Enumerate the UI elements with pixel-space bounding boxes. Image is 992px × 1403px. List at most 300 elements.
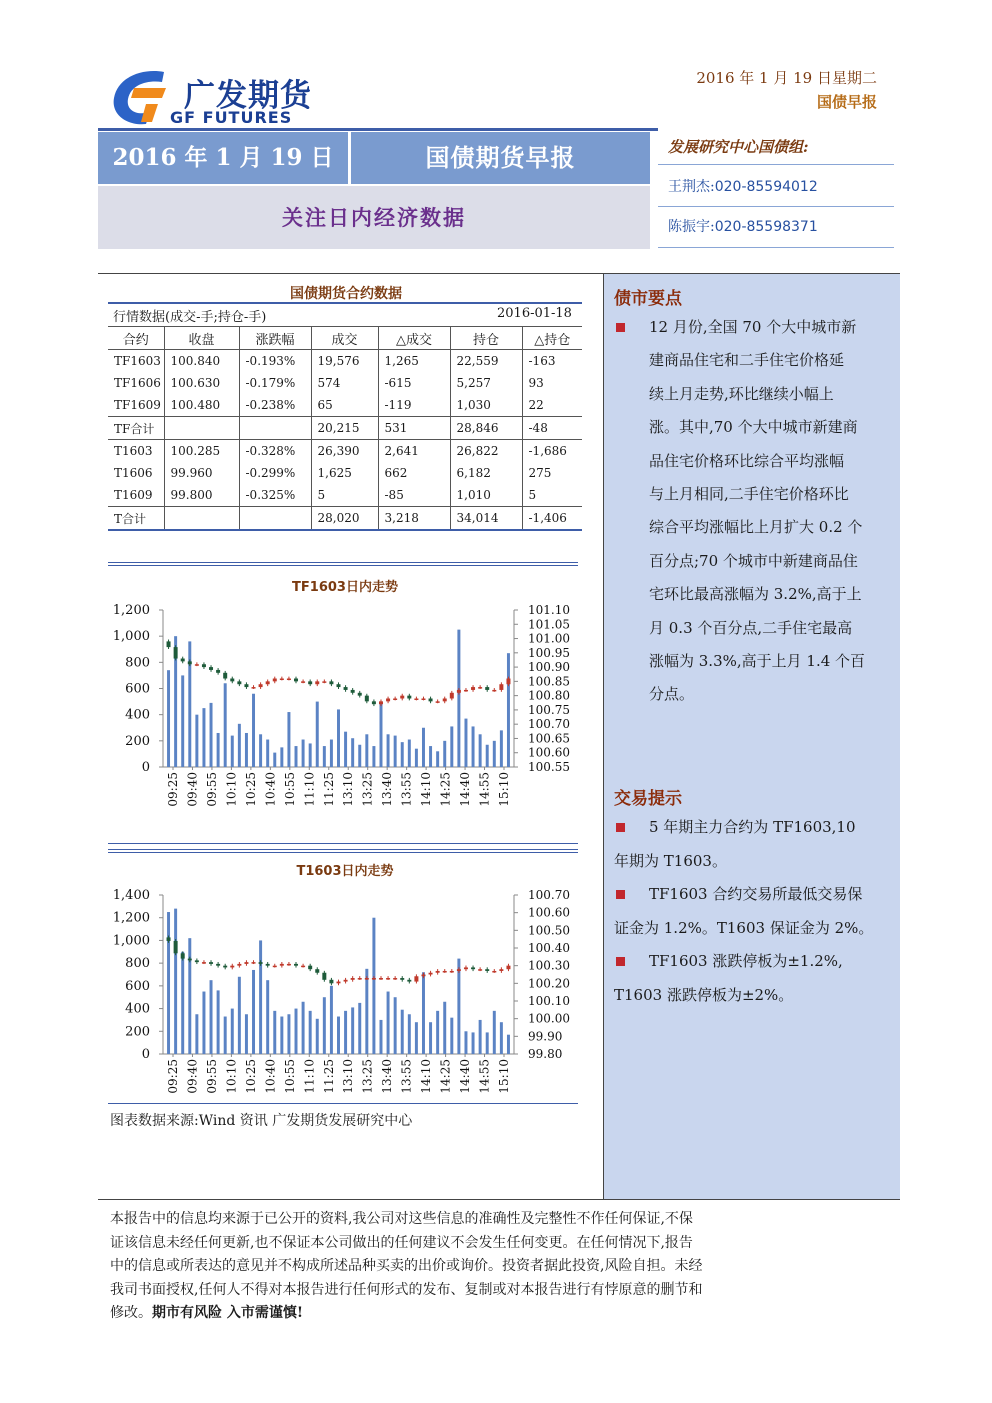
candle-body	[181, 953, 185, 958]
volume-bar	[479, 1020, 482, 1054]
candle-body	[202, 664, 206, 667]
table-cell: 1,030	[450, 394, 522, 417]
table-cell: T合计	[108, 507, 164, 531]
candle-body	[393, 978, 397, 980]
candle-body	[464, 690, 468, 692]
y-tick-label: 400	[125, 707, 150, 723]
disclaimer	[110, 1208, 890, 1326]
y-tick-label: 1,200	[112, 603, 150, 618]
section-title: 交易提示	[614, 789, 682, 809]
table-cell: 275	[522, 462, 582, 484]
volume-bar	[309, 1011, 312, 1054]
volume-bar	[436, 751, 439, 767]
volume-bar	[507, 1035, 510, 1054]
y-tick-label: 800	[125, 956, 150, 972]
candle-body	[188, 661, 192, 664]
trade-tip	[614, 912, 873, 945]
candle-body	[485, 969, 489, 971]
volume-bar	[344, 1011, 347, 1054]
candle-body	[195, 960, 199, 962]
candle-body	[414, 698, 418, 700]
table-cell: 574	[311, 372, 378, 394]
candle-body	[351, 690, 355, 693]
volume-bar	[167, 912, 170, 1054]
x-tick-label: 13:25	[360, 1059, 375, 1094]
volume-bar	[507, 653, 510, 767]
table-cell: 26,822	[450, 440, 522, 463]
chart-top-rule	[108, 852, 578, 853]
y2-tick-label: 100.00	[528, 1011, 570, 1026]
table-cell: -1,686	[522, 440, 582, 463]
candle-body	[301, 966, 305, 968]
table-cell: TF1603	[114, 354, 161, 368]
volume-bar	[316, 702, 319, 767]
volume-bar	[457, 630, 460, 767]
table-row	[108, 372, 582, 394]
volume-bar	[479, 734, 482, 767]
table-cell: -0.193%	[239, 350, 311, 373]
table-cell: 5,257	[450, 372, 522, 394]
candle-body	[188, 959, 192, 961]
member-name: 陈振宇:	[668, 219, 715, 235]
candle-body	[478, 969, 482, 971]
volume-bar	[351, 1007, 354, 1054]
candle-body	[266, 681, 270, 684]
bullet-icon	[616, 957, 625, 966]
table-cell: 1,625	[311, 462, 378, 484]
volume-bar	[202, 708, 205, 767]
y2-tick-label: 100.60	[528, 745, 570, 760]
table-cell	[164, 417, 239, 440]
volume-bar	[217, 990, 220, 1054]
volume-bar	[493, 1011, 496, 1054]
candle-body	[372, 701, 376, 704]
y-tick-label: 1,200	[112, 910, 150, 926]
x-tick-label: 11:10	[302, 772, 317, 807]
x-tick-label: 11:10	[302, 1059, 317, 1094]
text-line: 与上月相同,二手住宅价格环比	[649, 485, 849, 504]
table-row	[108, 440, 582, 463]
text-line: 品住宅价格环比综合平均涨幅	[649, 451, 845, 470]
company-logo	[106, 66, 366, 128]
banner-date: 2016 年 1 月 19 日	[112, 144, 334, 171]
volume-bar	[280, 747, 283, 767]
volume-bar	[231, 1009, 234, 1054]
x-tick-label: 13:40	[380, 772, 395, 807]
volume-bar	[401, 742, 404, 767]
candle-body	[443, 971, 447, 973]
volume-bar	[415, 749, 418, 767]
x-tick-label: 09:25	[166, 1059, 180, 1094]
x-tick-label: 13:55	[399, 772, 414, 807]
volume-bar	[252, 694, 255, 767]
data-source: 图表数据来源:Wind 资讯 广发期货发展研究中心	[110, 1113, 413, 1129]
text-line: 综合平均涨幅比上月扩大 0.2 个	[649, 518, 863, 537]
table-cell: 662	[378, 462, 450, 484]
table-title: 国债期货合约数据	[290, 286, 402, 302]
team-divider	[658, 164, 894, 165]
volume-bar	[302, 1002, 305, 1054]
candle-body	[471, 687, 475, 690]
text-line: 涨。其中,70 个大中城市新建商	[649, 418, 858, 437]
volume-bar	[408, 1014, 411, 1054]
candle-body	[252, 687, 256, 689]
y2-tick-label: 100.70	[528, 888, 570, 902]
candle-body	[436, 701, 440, 703]
volume-bar	[323, 997, 326, 1054]
candle-body	[400, 696, 404, 699]
table-cell: -163	[522, 350, 582, 373]
candle-body	[393, 698, 397, 700]
candle-body	[322, 681, 326, 683]
y2-tick-label: 101.10	[528, 603, 570, 617]
table-cell	[164, 507, 239, 531]
volume-bar	[245, 1014, 248, 1054]
text-line: 12 月份,全国 70 个大中城市新	[649, 318, 857, 336]
table-cell: TF1609	[114, 398, 161, 412]
text-line: 宅环比最高涨幅为 3.2%,高于上	[649, 585, 862, 604]
volume-bar	[464, 1031, 467, 1054]
volume-bar	[380, 702, 383, 767]
chart-top-rule	[108, 849, 578, 850]
candle-body	[407, 696, 411, 699]
candle-body	[485, 687, 489, 690]
table-cell: 100.630	[164, 372, 239, 394]
candle-body	[287, 679, 291, 681]
frame-bottom-rule	[98, 1199, 900, 1200]
table-cell	[239, 417, 311, 440]
banner-title: 国债期货早报	[425, 143, 576, 172]
table-caption: 行情数据(成交-手;持仓-手)	[113, 310, 267, 325]
candle-body	[386, 978, 390, 980]
report-date: 2016 年 1 月 19 日星期二	[696, 69, 877, 87]
volume-bar	[295, 746, 298, 767]
candle-body	[344, 980, 348, 982]
x-tick-label: 14:10	[419, 772, 434, 807]
quote-table	[108, 326, 582, 531]
volume-bar	[195, 715, 198, 767]
candle-body	[216, 670, 220, 673]
x-tick-label: 14:55	[477, 1059, 492, 1094]
volume-bar	[443, 741, 446, 767]
y-tick-label: 1,000	[112, 629, 150, 645]
y2-tick-label: 100.10	[528, 994, 570, 1008]
y2-tick-label: 100.40	[528, 941, 570, 955]
volume-bar	[394, 736, 397, 767]
table-cell: 100.285	[164, 440, 239, 463]
candle-body	[294, 679, 298, 682]
text-line: TF1603 合约交易所最低交易保	[649, 885, 863, 903]
volume-bar	[167, 670, 170, 767]
disclaimer-line: 中的信息或所表达的意见并不构成所述品种买卖的出价或询价。投资者据此投资,风险自担。未经	[110, 1258, 703, 1275]
x-tick-label: 09:25	[166, 772, 180, 807]
volume-bar	[408, 740, 411, 767]
candle-body	[429, 698, 433, 701]
candle-body	[337, 982, 341, 984]
column-header: 成交	[311, 327, 378, 350]
volume-bar	[202, 992, 205, 1054]
header-rule	[98, 128, 658, 131]
market-points-text	[649, 311, 865, 712]
volume-bar	[344, 732, 347, 767]
candle-body	[351, 978, 355, 980]
text-line: 分点。	[649, 685, 695, 704]
table-cell: 531	[378, 417, 450, 440]
volume-bar	[358, 1003, 361, 1054]
candle-body	[167, 641, 171, 647]
candle-body	[280, 679, 284, 681]
table-row	[108, 350, 582, 373]
disclaimer-line: 证该信息未经任何更新,也不保证本公司做出的任何建议不会发生任何变更。在任何情况下,报告	[110, 1234, 693, 1251]
text-line: 5 年期主力合约为 TF1603,10	[649, 818, 856, 836]
member-name: 王荆杰:	[668, 179, 715, 195]
volume-bar	[500, 730, 503, 767]
table-cell: 19,576	[311, 350, 378, 373]
x-tick-label: 09:40	[185, 1059, 200, 1094]
table-cell: -0.299%	[239, 462, 311, 484]
table-cell: -48	[522, 417, 582, 440]
table-cell: TF1606	[114, 376, 161, 390]
table-cell: 5	[522, 484, 582, 507]
x-tick-label: 11:25	[321, 1059, 336, 1094]
member-phone: 020-85594012	[714, 179, 818, 195]
table-cell: 1,010	[450, 484, 522, 507]
subtitle-box	[98, 186, 650, 249]
y2-tick-label: 99.90	[528, 1029, 563, 1044]
title-banner	[98, 132, 650, 184]
candle-body	[499, 969, 503, 971]
y-tick-label: 0	[141, 760, 150, 775]
candle-body	[414, 976, 418, 981]
candle-body	[421, 975, 425, 977]
volume-bar	[337, 1017, 340, 1054]
volume-bar	[486, 745, 489, 767]
logo-english-name: GF FUTURES	[170, 108, 293, 127]
table-cell: 93	[522, 372, 582, 394]
table-cell: -0.238%	[239, 394, 311, 417]
candle-body	[457, 969, 461, 971]
table-cell: -119	[378, 394, 450, 417]
volume-bar	[330, 986, 333, 1054]
volume-bar	[287, 1014, 290, 1054]
volume-bar	[174, 909, 177, 1054]
y2-tick-label: 100.55	[528, 760, 570, 774]
trade-tip	[649, 945, 843, 978]
text-line: 续上月走势,环比继续小幅上	[649, 384, 834, 403]
candle-body	[259, 962, 263, 964]
candle-body	[329, 980, 333, 984]
chart-top-rule	[108, 562, 578, 563]
volume-bar	[181, 952, 184, 1054]
table-cell: 65	[311, 394, 378, 417]
volume-bar	[309, 743, 312, 767]
x-tick-label: 15:10	[497, 772, 511, 807]
y2-tick-label: 101.05	[528, 617, 570, 632]
x-tick-label: 10:25	[243, 772, 258, 807]
volume-bar	[210, 980, 213, 1054]
candle-body	[421, 698, 425, 700]
candle-body	[294, 964, 298, 966]
candle-body	[252, 962, 256, 964]
volume-bar	[436, 1011, 439, 1054]
text-line: 证金为 1.2%。T1603 保证金为 2%。	[614, 919, 874, 937]
x-tick-label: 10:40	[263, 1059, 278, 1094]
volume-bar	[195, 1014, 198, 1054]
bullet-icon	[616, 323, 625, 332]
x-tick-label: 09:40	[185, 772, 200, 807]
trade-tip	[649, 878, 862, 911]
team-title: 发展研究中心国债组:	[668, 138, 809, 156]
x-tick-label: 14:25	[438, 772, 453, 807]
volume-bar	[365, 969, 368, 1054]
column-header: △持仓	[522, 327, 582, 350]
candle-body	[365, 978, 369, 980]
volume-bar	[472, 726, 475, 767]
table-cell: 99.960	[164, 462, 239, 484]
y-tick-label: 600	[125, 681, 150, 697]
disclaimer-line	[110, 1302, 890, 1326]
text-line: T1603 涨跌停板为±2%。	[614, 986, 794, 1004]
y2-tick-label: 100.50	[528, 923, 570, 938]
column-header: 合约	[108, 327, 164, 350]
candle-body	[202, 962, 206, 964]
candle-body	[457, 690, 461, 693]
x-tick-label: 13:10	[341, 1059, 356, 1094]
candle-body	[167, 937, 171, 941]
team-member	[668, 176, 818, 196]
report-tag: 国债早报	[816, 93, 877, 111]
table-cell: 100.840	[164, 350, 239, 373]
y-tick-label: 800	[125, 655, 150, 671]
x-tick-label: 14:40	[458, 1059, 473, 1094]
volume-bar	[387, 992, 390, 1054]
text-line: 月 0.3 个百分点,二手住宅最高	[649, 618, 853, 637]
volume-bar	[372, 918, 375, 1054]
text-line: 年期为 T1603。	[614, 852, 727, 870]
volume-bar	[280, 1017, 283, 1054]
x-tick-label: 15:10	[497, 1059, 511, 1094]
tf1603-intraday-chart	[108, 596, 578, 840]
volume-bar	[287, 712, 290, 767]
candle-body	[287, 964, 291, 966]
volume-bar	[337, 709, 340, 767]
team-divider	[658, 247, 894, 248]
candle-body	[464, 967, 468, 969]
candle-body	[358, 693, 362, 696]
table-cell: -0.325%	[239, 484, 311, 507]
y2-tick-label: 100.70	[528, 717, 570, 732]
table-cell: 100.480	[164, 394, 239, 417]
chart-title: TF1603日内走势	[292, 580, 398, 595]
y-tick-label: 0	[141, 1047, 150, 1062]
candle-body	[280, 964, 284, 966]
volume-bar	[238, 724, 241, 767]
volume-bar	[259, 734, 262, 767]
candle-body	[174, 647, 178, 658]
volume-bar	[380, 1020, 383, 1054]
volume-bar	[231, 736, 234, 767]
disclaimer-line: 本报告中的信息均来源于已公开的资料,我公司对这些信息的准确性及完整性不作任何保证,不保	[110, 1211, 693, 1227]
candle-body	[244, 962, 248, 964]
column-header: 涨跌幅	[239, 327, 311, 350]
candle-body	[301, 681, 305, 683]
volume-bar	[266, 980, 269, 1054]
candle-body	[266, 964, 270, 966]
y2-tick-label: 100.80	[528, 688, 570, 703]
t1603-intraday-chart	[108, 882, 578, 1102]
bullet-icon	[616, 823, 625, 832]
candle-body	[492, 690, 496, 692]
table-cell: 22,559	[450, 350, 522, 373]
table-cell: 2,641	[378, 440, 450, 463]
volume-bar	[252, 970, 255, 1054]
candle-body	[400, 978, 404, 980]
candle-body	[365, 696, 369, 702]
x-tick-label: 10:40	[263, 772, 278, 807]
table-cell: T1606	[114, 466, 153, 480]
column-divider	[603, 274, 604, 1199]
candle-body	[407, 980, 411, 982]
candle-body	[244, 684, 248, 687]
candle-body	[216, 964, 220, 966]
risk-warning: 期市有风险 入市需谨慎!	[152, 1305, 304, 1322]
candle-body	[195, 664, 199, 666]
candle-body	[308, 966, 312, 970]
team-divider	[658, 206, 894, 207]
candle-body	[492, 971, 496, 973]
volume-bar	[358, 745, 361, 767]
y-tick-label: 600	[125, 978, 150, 994]
table-row	[108, 417, 582, 440]
table-cell: 1,265	[378, 350, 450, 373]
text-line: TF1603 涨跌停板为±1.2%,	[649, 952, 843, 970]
candle-body	[315, 969, 319, 973]
chart-title: T1603日内走势	[296, 864, 394, 879]
candle-body	[358, 978, 362, 980]
x-tick-label: 10:55	[282, 1059, 297, 1094]
volume-bar	[493, 741, 496, 767]
bullet-icon	[616, 890, 625, 899]
volume-bar	[181, 675, 184, 767]
volume-bar	[401, 1010, 404, 1054]
candle-body	[344, 687, 348, 690]
member-phone: 020-85598371	[714, 219, 818, 235]
x-tick-label: 11:25	[321, 772, 336, 807]
table-cell: TF合计	[108, 417, 164, 440]
volume-bar	[472, 1032, 475, 1054]
volume-bar	[422, 728, 425, 767]
candle-body	[209, 962, 213, 964]
x-tick-label: 10:55	[282, 772, 297, 807]
volume-bar	[500, 1022, 503, 1054]
y-tick-label: 200	[125, 1024, 150, 1040]
candle-body	[273, 966, 277, 968]
table-cell: 26,390	[311, 440, 378, 463]
x-tick-label: 09:55	[204, 772, 219, 807]
candle-body	[499, 684, 503, 690]
candle-body	[506, 679, 510, 685]
volume-bar	[295, 1009, 298, 1054]
volume-bar	[394, 997, 397, 1054]
x-tick-label: 09:55	[204, 1059, 219, 1094]
table-cell: 28,846	[450, 417, 522, 440]
volume-bar	[302, 740, 305, 767]
volume-bar	[387, 734, 390, 767]
volume-bar	[273, 753, 276, 767]
candle-body	[436, 971, 440, 973]
y2-tick-label: 100.20	[528, 976, 570, 991]
volume-bar	[245, 733, 248, 767]
